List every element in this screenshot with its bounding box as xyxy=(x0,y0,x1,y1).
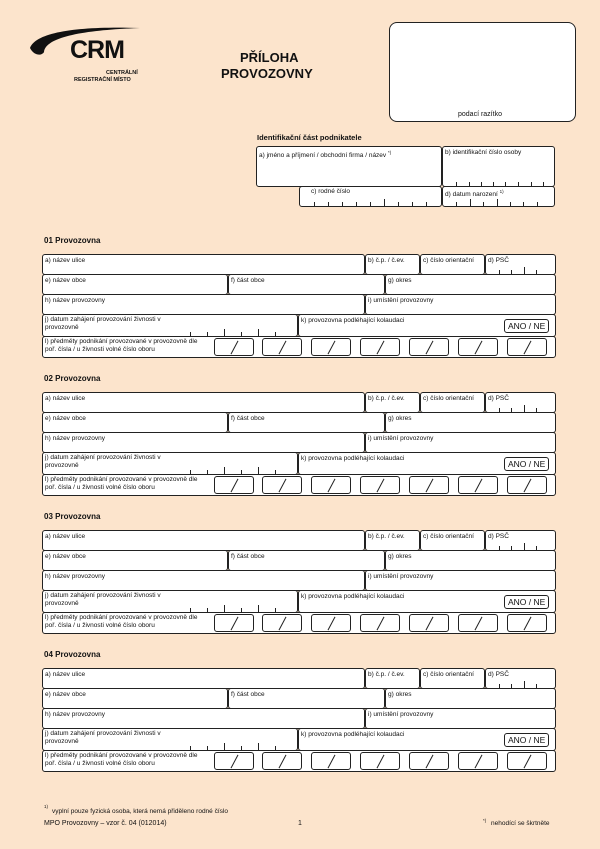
cp-field[interactable] xyxy=(365,392,420,413)
city-part-label: f) část obce xyxy=(231,691,265,698)
psc-field[interactable] xyxy=(485,392,556,413)
co-label: c) číslo orientační xyxy=(423,671,474,678)
subject-slot[interactable] xyxy=(458,614,498,632)
subject-slot[interactable] xyxy=(262,614,302,632)
start-date-label: j) datum zahájení provozování živnosti v provozovně xyxy=(45,316,161,331)
city-label: e) název obce xyxy=(45,415,86,422)
district-field[interactable] xyxy=(385,688,556,709)
premises-name-field[interactable] xyxy=(42,432,365,453)
street-field[interactable] xyxy=(42,530,365,551)
street-field[interactable] xyxy=(42,254,365,275)
ident-title: Identifikační část podnikatele xyxy=(257,133,362,142)
cp-label: b) č.p. / č.ev. xyxy=(368,671,405,678)
city-label: e) název obce xyxy=(45,691,86,698)
psc-label: d) PSČ xyxy=(488,533,509,540)
start-date-label: j) datum zahájení provozování živnosti v provozovně xyxy=(45,592,161,607)
subject-slot[interactable] xyxy=(409,614,449,632)
city-part-label: f) část obce xyxy=(231,415,265,422)
subject-slot[interactable] xyxy=(409,338,449,356)
approval-field[interactable] xyxy=(298,728,556,751)
premises-name-label: h) název provozovny xyxy=(45,297,105,304)
premises-location-label: i) umístění provozovny xyxy=(368,435,434,442)
start-date-field[interactable] xyxy=(42,452,298,475)
footnote-text: vyplní pouze fyzická osoba, která nemá přiděleno rodné číslo xyxy=(52,808,228,815)
district-field[interactable] xyxy=(385,550,556,571)
subject-slot[interactable] xyxy=(262,752,302,770)
ident-dob-field[interactable] xyxy=(442,186,555,207)
logo-text: CRM xyxy=(70,36,124,64)
stamp-box[interactable] xyxy=(389,22,576,122)
cp-label: b) č.p. / č.ev. xyxy=(368,395,405,402)
star-note: nehodící se škrtněte xyxy=(491,820,550,827)
co-field[interactable] xyxy=(420,392,485,413)
city-field[interactable] xyxy=(42,412,228,433)
page-title-line2: PROVOZOVNY xyxy=(221,66,313,81)
subject-slot[interactable] xyxy=(507,752,547,770)
subject-slot[interactable] xyxy=(507,476,547,494)
street-label: a) název ulice xyxy=(45,533,86,540)
premises-name-field[interactable] xyxy=(42,570,365,591)
subject-slot[interactable] xyxy=(214,614,254,632)
district-label: g) okres xyxy=(388,553,412,560)
psc-label: d) PSČ xyxy=(488,395,509,402)
subject-slot[interactable] xyxy=(409,752,449,770)
co-label: c) číslo orientační xyxy=(423,395,474,402)
district-field[interactable] xyxy=(385,412,556,433)
subject-slot[interactable] xyxy=(409,476,449,494)
ident-name-sup: *) xyxy=(388,150,392,155)
premises-location-label: i) umístění provozovny xyxy=(368,297,434,304)
psc-field[interactable] xyxy=(485,668,556,689)
ident-ico-label: b) identifikační číslo osoby xyxy=(445,149,522,156)
cp-label: b) č.p. / č.ev. xyxy=(368,257,405,264)
subject-slot[interactable] xyxy=(311,614,351,632)
stamp-label: podací razítko xyxy=(458,111,502,118)
city-field[interactable] xyxy=(42,550,228,571)
street-label: a) název ulice xyxy=(45,395,86,402)
subject-slot[interactable] xyxy=(507,338,547,356)
premises-location-label: i) umístění provozovny xyxy=(368,573,434,580)
psc-label: d) PSČ xyxy=(488,257,509,264)
approval-field[interactable] xyxy=(298,314,556,337)
street-field[interactable] xyxy=(42,668,365,689)
business-subjects-field[interactable] xyxy=(42,612,556,634)
ident-rc-label: c) rodné číslo xyxy=(311,188,351,195)
logo-line1: CENTRÁLNÍ xyxy=(106,70,138,76)
subject-slot[interactable] xyxy=(458,752,498,770)
logo-line2: REGISTRAČNÍ MÍSTO xyxy=(74,77,131,83)
co-label: c) číslo orientační xyxy=(423,533,474,540)
ano-ne-choice[interactable]: ANO / NE xyxy=(504,595,549,609)
city-part-field[interactable] xyxy=(228,274,385,295)
subject-slot[interactable] xyxy=(311,476,351,494)
business-subjects-label: l) předměty podnikání provozované v provozovně dle poř. čísla / u živnosti volné číslo oboru xyxy=(45,614,198,629)
approval-label: k) provozovna podléhající kolaudaci xyxy=(301,455,405,462)
approval-field[interactable] xyxy=(298,452,556,475)
psc-field[interactable] xyxy=(485,254,556,275)
approval-label: k) provozovna podléhající kolaudaci xyxy=(301,593,405,600)
street-label: a) název ulice xyxy=(45,671,86,678)
subject-slot[interactable] xyxy=(507,614,547,632)
district-label: g) okres xyxy=(388,691,412,698)
premises-name-label: h) název provozovny xyxy=(45,573,105,580)
business-subjects-field[interactable] xyxy=(42,474,556,496)
subject-slot[interactable] xyxy=(311,752,351,770)
premises-location-field[interactable] xyxy=(365,708,556,729)
cp-field[interactable] xyxy=(365,530,420,551)
psc-field[interactable] xyxy=(485,530,556,551)
start-date-label: j) datum zahájení provozování živnosti v provozovně xyxy=(45,730,161,745)
page-title-line1: PŘÍLOHA xyxy=(240,50,299,65)
premises-location-label: i) umístění provozovny xyxy=(368,711,434,718)
district-label: g) okres xyxy=(388,415,412,422)
footnote-mark: 1) xyxy=(44,804,49,809)
city-part-label: f) část obce xyxy=(231,553,265,560)
city-part-label: f) část obce xyxy=(231,277,265,284)
ident-ico-field[interactable] xyxy=(442,146,555,187)
city-part-field[interactable] xyxy=(228,412,385,433)
subject-slot[interactable] xyxy=(311,338,351,356)
cp-field[interactable] xyxy=(365,254,420,275)
street-field[interactable] xyxy=(42,392,365,413)
approval-field[interactable] xyxy=(298,590,556,613)
page-number: 1 xyxy=(298,820,302,827)
co-field[interactable] xyxy=(420,530,485,551)
city-part-field[interactable] xyxy=(228,688,385,709)
start-date-field[interactable] xyxy=(42,314,298,337)
co-field[interactable] xyxy=(420,668,485,689)
subject-slot[interactable] xyxy=(214,338,254,356)
premises-location-field[interactable] xyxy=(365,570,556,591)
ident-name-field[interactable] xyxy=(256,146,442,187)
subject-slot[interactable] xyxy=(262,476,302,494)
ano-ne-choice[interactable]: ANO / NE xyxy=(504,733,549,747)
ano-ne-choice[interactable]: ANO / NE xyxy=(504,457,549,471)
business-subjects-label: l) předměty podnikání provozované v provozovně dle poř. čísla / u živnosti volné číslo oboru xyxy=(45,476,198,491)
subject-slot[interactable] xyxy=(214,752,254,770)
subject-slot[interactable] xyxy=(262,338,302,356)
business-subjects-field[interactable] xyxy=(42,750,556,772)
premises-name-field[interactable] xyxy=(42,708,365,729)
cp-label: b) č.p. / č.ev. xyxy=(368,533,405,540)
subject-slot[interactable] xyxy=(360,752,400,770)
subject-slot[interactable] xyxy=(360,338,400,356)
city-part-field[interactable] xyxy=(228,550,385,571)
psc-label: d) PSČ xyxy=(488,671,509,678)
premises-name-label: h) název provozovny xyxy=(45,711,105,718)
section-title: 03 Provozovna xyxy=(44,512,101,521)
district-label: g) okres xyxy=(388,277,412,284)
district-field[interactable] xyxy=(385,274,556,295)
business-subjects-field[interactable] xyxy=(42,336,556,358)
form-id: MPO Provozovny – vzor č. 04 (012014) xyxy=(44,820,167,827)
city-label: e) název obce xyxy=(45,277,86,284)
star-mark: *) xyxy=(483,818,487,823)
subject-slot[interactable] xyxy=(360,614,400,632)
approval-label: k) provozovna podléhající kolaudaci xyxy=(301,317,405,324)
section-title: 01 Provozovna xyxy=(44,236,101,245)
section-title: 02 Provozovna xyxy=(44,374,101,383)
business-subjects-label: l) předměty podnikání provozované v provozovně dle poř. čísla / u živnosti volné číslo oboru xyxy=(45,338,198,353)
premises-location-field[interactable] xyxy=(365,432,556,453)
subject-slot[interactable] xyxy=(360,476,400,494)
start-date-field[interactable] xyxy=(42,728,298,751)
co-label: c) číslo orientační xyxy=(423,257,474,264)
ident-dob-label: d) datum narození xyxy=(445,191,498,199)
subject-slot[interactable] xyxy=(458,338,498,356)
ident-name-label: a) jméno a příjmení / obchodní firma / název xyxy=(259,152,387,160)
business-subjects-label: l) předměty podnikání provozované v provozovně dle poř. čísla / u živnosti volné číslo oboru xyxy=(45,752,198,767)
premises-location-field[interactable] xyxy=(365,294,556,315)
approval-label: k) provozovna podléhající kolaudaci xyxy=(301,731,405,738)
ident-dob-sup: 1) xyxy=(499,189,504,194)
crm-logo xyxy=(28,26,143,86)
cp-field[interactable] xyxy=(365,668,420,689)
ano-ne-choice[interactable]: ANO / NE xyxy=(504,319,549,333)
city-label: e) název obce xyxy=(45,553,86,560)
premises-name-field[interactable] xyxy=(42,294,365,315)
street-label: a) název ulice xyxy=(45,257,86,264)
subject-slot[interactable] xyxy=(214,476,254,494)
section-title: 04 Provozovna xyxy=(44,650,101,659)
ident-rc-field[interactable] xyxy=(299,186,442,207)
co-field[interactable] xyxy=(420,254,485,275)
city-field[interactable] xyxy=(42,688,228,709)
city-field[interactable] xyxy=(42,274,228,295)
start-date-field[interactable] xyxy=(42,590,298,613)
premises-name-label: h) název provozovny xyxy=(45,435,105,442)
subject-slot[interactable] xyxy=(458,476,498,494)
start-date-label: j) datum zahájení provozování živnosti v provozovně xyxy=(45,454,161,469)
